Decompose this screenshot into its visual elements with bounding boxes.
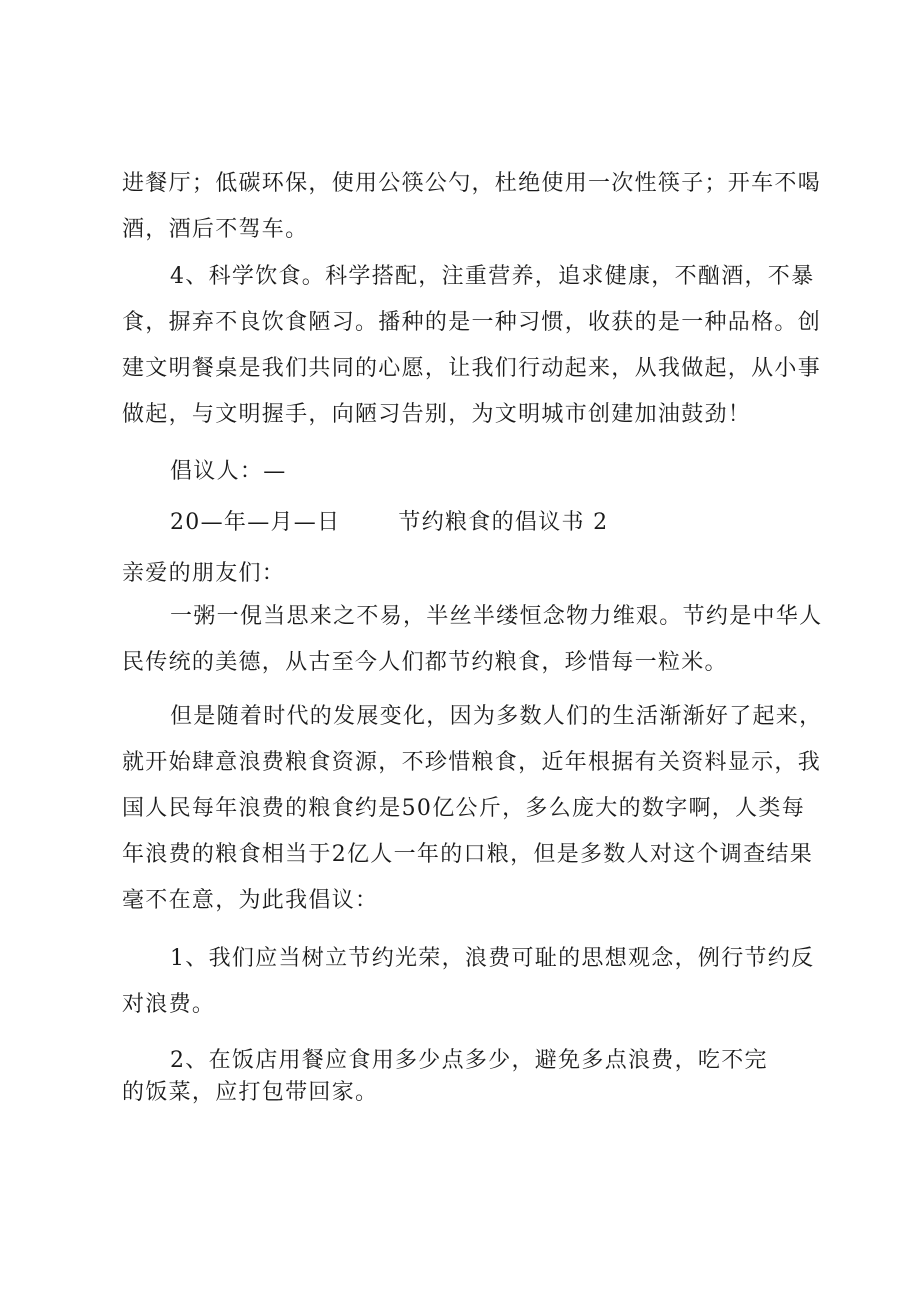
signatory-line: 倡议人：— — [170, 459, 287, 484]
paragraph-line: 毫不在意，为此我倡议： — [122, 888, 379, 913]
paragraph-line: 酒，酒后不驾车。 — [122, 217, 309, 242]
list-item-1: 1、我们应当树立节约光荣，浪费可耻的思想观念，例行节约反 — [170, 946, 815, 971]
list-item-1-continued: 对浪费。 — [122, 992, 216, 1017]
paragraph-line: 食，摒弃不良饮食陋习。播种的是一种习惯，收获的是一种品格。创 — [122, 310, 822, 335]
paragraph-line: 4、科学饮食。科学搭配，注重营养，追求健康，不酗酒，不暴 — [170, 264, 815, 289]
section-title: 节约粮食的倡议书 2 — [398, 510, 609, 535]
date-and-title-line — [170, 509, 608, 537]
paragraph-line: 国人民每年浪费的粮食约是50亿公斤，多么庞大的数字啊，人类每 — [122, 796, 805, 821]
paragraph-line: 一粥一俔当思来之不易，半丝半缕恒念物力维艰。节约是中华人 — [170, 604, 823, 629]
paragraph-line: 但是随着时代的发展变化，因为多数人们的生活渐渐好了起来， — [170, 704, 823, 729]
paragraph-line: 就开始肆意浪费粮食资源，不珍惜粮食，近年根据有关资料显示，我 — [122, 750, 822, 775]
paragraph-line: 进餐厅；低碳环保，使用公筷公勺，杜绝使用一次性筷子；开车不喝 — [122, 171, 822, 196]
paragraph-line: 做起，与文明握手，向陋习告别，为文明城市创建加油鼓劲！ — [122, 402, 752, 427]
list-item-2-continued: 的饭菜，应打包带回家。 — [122, 1080, 379, 1105]
paragraph-line: 年浪费的粮食相当于2亿人一年的口粮，但是多数人对这个调查结果 — [122, 842, 813, 867]
date-text: 20—年—月—日 — [170, 510, 341, 535]
paragraph-line: 民传统的美德，从古至今人们都节约粮食，珍惜每一粒米。 — [122, 650, 728, 675]
list-item-2: 2、在饭店用餐应食用多少点多少，避免多点浪费，吃不完 — [170, 1048, 768, 1073]
paragraph-line: 建文明餐桌是我们共同的心愿，让我们行动起来，从我做起，从小事 — [122, 356, 822, 381]
salutation: 亲爱的朋友们： — [122, 561, 286, 586]
